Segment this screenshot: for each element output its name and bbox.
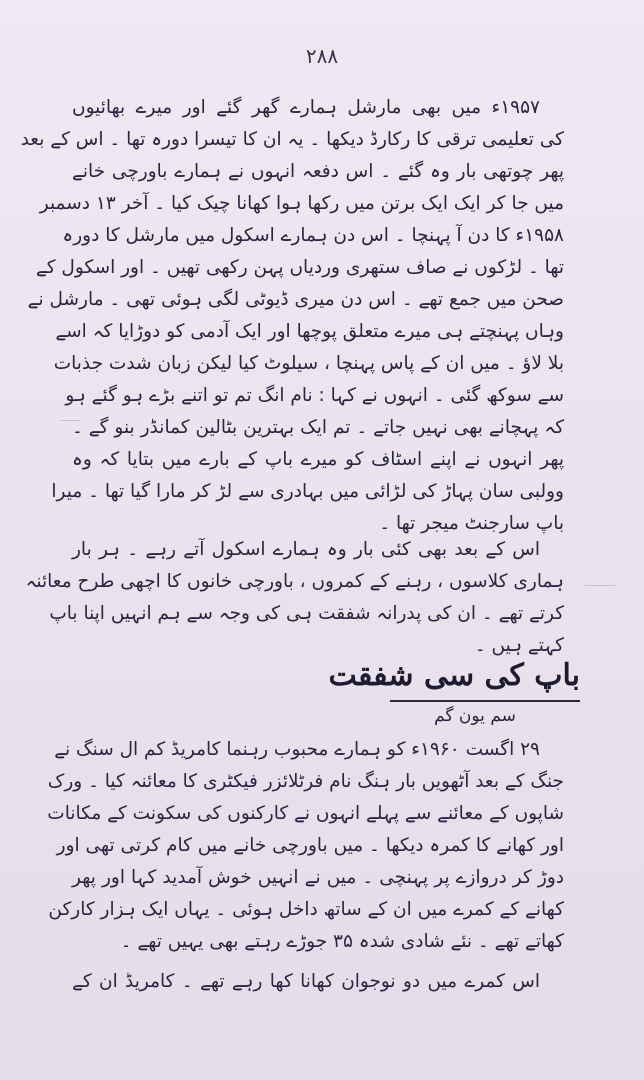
text-line: اس کے بعد بھی کئی بار وہ ہمارے اسکول آتے رہے ۔ ہر بار bbox=[72, 539, 540, 560]
text-line: اور کھانے کا کمرہ دیکھا ۔ میں باورچی خانے میں کام کرتی تھی اور bbox=[56, 835, 564, 856]
paragraph-factory-visit bbox=[47, 734, 564, 998]
text-line: باپ سارجنٹ میجر تھا ۔ bbox=[379, 513, 564, 534]
text-line: کھاتے تھے ۔ نئے شادی شدہ ۳۵ جوڑے رہتے بھی یہیں تھے ۔ bbox=[120, 931, 564, 952]
pencil-mark bbox=[585, 585, 615, 586]
text-line: جنگ کے بعد آٹھویں بار ہنگ نام فرٹلائزر فیکٹری کا معائنہ کیا ۔ ورک bbox=[47, 771, 564, 792]
text-line: ہماری کلاسوں ، رہنے کے کمروں ، باورچی خانوں کا اچھی طرح معائنہ bbox=[25, 571, 564, 592]
text-line: اس کمرے میں دو نوجوان کھانا کھا رہے تھے ۔ کامریڈ ان کے bbox=[72, 971, 540, 992]
section-heading: باپ کی سی شفقت bbox=[328, 658, 580, 693]
page-number: ۲۸۸ bbox=[305, 44, 339, 68]
text-line: پھر چوتھی بار وہ گئے ۔ اس دفعہ انہوں نے ہمارے باورچی خانے bbox=[72, 161, 564, 182]
heading-underline bbox=[390, 700, 580, 702]
paragraph-marshal-visits bbox=[20, 92, 564, 540]
text-line: پھر انہوں نے اپنے اسٹاف کو میرے باپ کے بارے میں بتایا کہ وہ bbox=[72, 449, 564, 470]
text-line: وولبی سان پہاڑ کی لڑائی میں بہادری سے لڑ کر مارا گیا تھا ۔ میرا bbox=[51, 481, 564, 502]
text-line: کی تعلیمی ترقی کا رکارڈ دیکھا ۔ یہ ان کا تیسرا دورہ تھا ۔ اس کے بعد bbox=[20, 129, 564, 150]
section-byline: سم یون گم bbox=[434, 706, 516, 726]
section-heading-block bbox=[328, 656, 580, 702]
text-line: سے سوکھ گئی ۔ انہوں نے کہا : نام انگ تم تو اتنے بڑے ہو گئے ہو bbox=[65, 385, 564, 406]
text-line: کھانے کے کمرے میں ان کے ساتھ داخل ہوئی ۔ یہاں ایک ہزار کارکن bbox=[48, 899, 564, 920]
text-line: بلا لاؤ ۔ میں ان کے پاس پہنچا ، سیلوٹ کیا لیکن زبان شدت جذبات bbox=[53, 353, 564, 374]
text-line: ۲۹ اگست ۱۹۶۰ء کو ہمارے محبوب رہنما کامریڈ کم ال سنگ نے bbox=[54, 739, 540, 760]
paragraph-school-visits bbox=[25, 534, 564, 662]
text-line: کرتے تھے ۔ ان کی پدرانہ شفقت ہی کی وجہ سے ہم انہیں اپنا باپ bbox=[49, 603, 564, 624]
text-line: دوڑ کر دروازے پر پہنچی ۔ میں نے انہیں خوش آمدید کہا اور پھر bbox=[72, 867, 564, 888]
text-line: میں جا کر ایک ایک برتن میں رکھا ہوا کھانا چیک کیا ۔ آخر ۱۳ دسمبر bbox=[39, 193, 564, 214]
text-line: کہتے ہیں ۔ bbox=[474, 635, 564, 656]
text-line: کہ پہچانے بھی نہیں جاتے ۔ تم ایک بہترین بٹالین کمانڈر بنو گے ۔ bbox=[72, 417, 564, 438]
text-line: وہاں پہنچتے ہی میرے متعلق پوچھا اور ایک آدمی کو دوڑایا کہ اسے bbox=[55, 321, 564, 342]
text-line: شاپوں کے معائنے سے پہلے انہوں نے کارکنوں کی سکونت کے مکانات bbox=[47, 803, 564, 824]
text-line: تھا ۔ لڑکوں نے صاف ستھری وردیاں پہن رکھی تھیں ۔ اور اسکول کے bbox=[35, 257, 564, 278]
text-line: ۱۹۵۸ء کا دن آ پہنچا ۔ اس دن ہمارے اسکول میں مارشل کا دورہ bbox=[62, 225, 564, 246]
text-line: ۱۹۵۷ء میں بھی مارشل ہمارے گھر گئے اور میرے بھائیوں bbox=[72, 97, 540, 118]
text-line: صحن میں جمع تھے ۔ اس دن میری ڈیوٹی لگی ہوئی تھی ۔ مارشل نے bbox=[27, 289, 564, 310]
